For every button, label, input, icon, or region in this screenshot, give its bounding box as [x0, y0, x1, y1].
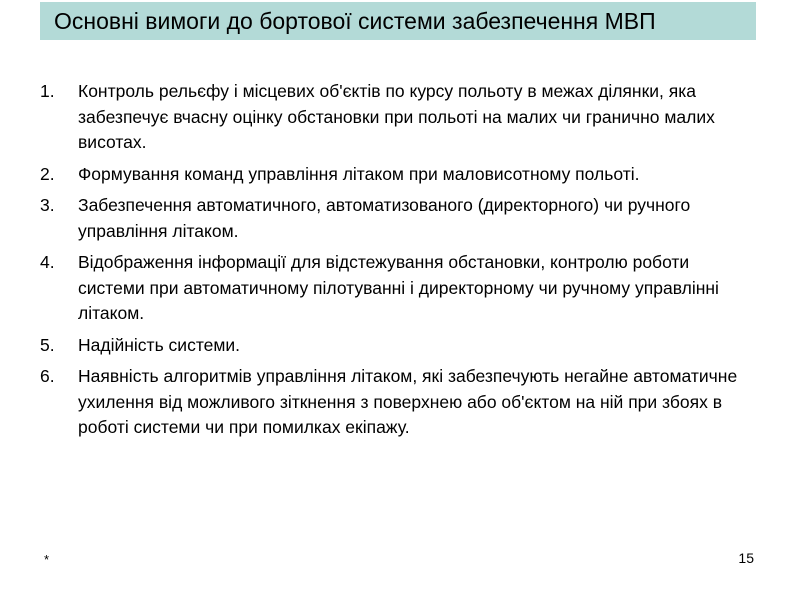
list-item — [40, 193, 760, 244]
list-item-number: 2. — [40, 163, 55, 184]
list-item-number: 1. — [40, 81, 55, 101]
list-item-text: Контроль рельєфу і місцевих об'єктів по курсу польоту в межах ділянки, яка забезпечує вчасну оцінку обстановки при польоті на малих чи гранично малих висотах. — [78, 81, 715, 152]
list-item-number: 3. — [40, 195, 55, 215]
list-item-number: 5. — [40, 334, 55, 355]
list-item — [40, 333, 760, 359]
list-item-number: 4. — [40, 252, 55, 272]
footer-marker: * — [44, 552, 50, 567]
page-number: 15 — [738, 550, 754, 566]
list-item — [40, 250, 760, 327]
list-item-number: 6. — [40, 366, 55, 386]
list-item — [40, 79, 760, 156]
list-item-text: Надійність системи. — [78, 334, 241, 355]
list-item-text: Забезпечення автоматичного, автоматизованого (директорного) чи ручного управління літаком. — [78, 195, 691, 241]
slide-title: Основні вимоги до бортової системи забезпечення МВП — [54, 8, 656, 34]
slide-title-bar — [40, 2, 756, 40]
list-item-text: Формування команд управління літаком при маловисотному польоті. — [78, 163, 640, 184]
list-item-text: Відображення інформації для відстежування обстановки, контролю роботи системи при автоматичному пілотуванні і директорному чи ручному управлінні літаком. — [78, 252, 719, 323]
list-item — [40, 364, 760, 441]
requirements-list — [40, 79, 760, 447]
list-item-text: Наявність алгоритмів управління літаком, які забезпечують негайне автоматичне ухилення від можливого зіткнення з поверхнею або об'єктом на ній при збоях в роботі системи чи при помилках екіпажу. — [78, 366, 738, 437]
list-item — [40, 162, 760, 188]
